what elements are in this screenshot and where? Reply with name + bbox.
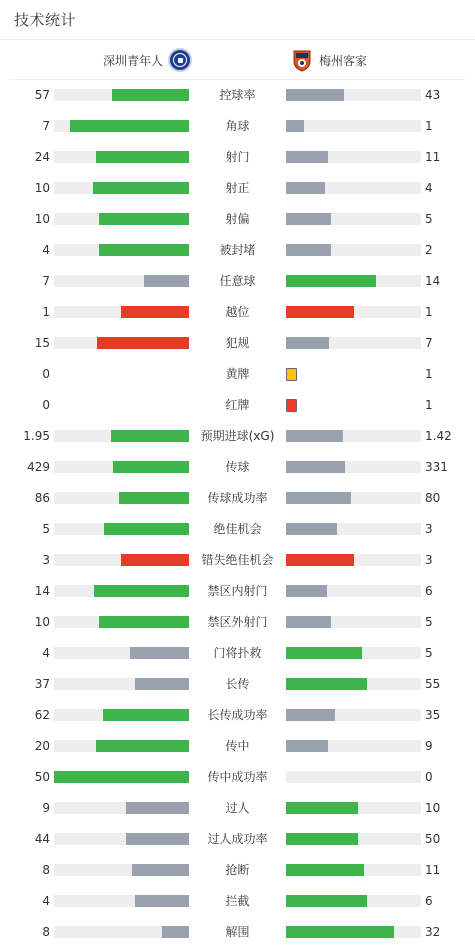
home-stat-bar xyxy=(54,771,189,783)
away-stat-value: 14 xyxy=(425,274,441,288)
home-stat-bar-fill xyxy=(121,554,189,566)
home-stat-value: 20 xyxy=(34,739,50,753)
teams-bar xyxy=(10,40,465,80)
stat-row xyxy=(0,700,475,731)
stats-list xyxy=(0,80,475,948)
stat-label: 犯规 xyxy=(225,336,250,350)
home-stat-value: 10 xyxy=(34,615,50,629)
home-stat-value: 62 xyxy=(34,708,50,722)
watermark-icon xyxy=(452,930,464,942)
home-stat-bar-fill xyxy=(93,182,189,194)
away-stat-bar xyxy=(286,120,421,132)
away-stat-bar-fill xyxy=(286,709,335,721)
away-stat-bar-fill xyxy=(286,182,325,194)
away-stat-bar xyxy=(286,585,421,597)
home-stat-bar-fill xyxy=(99,244,189,256)
home-stat-bar xyxy=(54,182,189,194)
away-stat-value: 3 xyxy=(425,522,433,536)
away-stat-value: 5 xyxy=(425,212,433,226)
home-stat-bar xyxy=(54,120,189,132)
stat-row xyxy=(0,328,475,359)
away-stat-bar xyxy=(286,492,421,504)
stat-label: 长传 xyxy=(225,677,250,691)
away-stat-value: 5 xyxy=(425,615,433,629)
stat-label: 过人成功率 xyxy=(207,832,268,846)
away-stat-value: 7 xyxy=(425,336,433,350)
stat-row xyxy=(0,886,475,917)
home-stat-bar xyxy=(54,616,189,628)
home-stat-bar xyxy=(54,678,189,690)
stat-row xyxy=(0,483,475,514)
home-stat-bar-fill xyxy=(99,616,189,628)
home-stat-value: 15 xyxy=(34,336,50,350)
page-title: 技术统计 xyxy=(14,11,77,29)
away-stat-bar-fill xyxy=(286,244,331,256)
away-stat-value: 80 xyxy=(425,491,441,505)
home-stat-value: 4 xyxy=(42,894,50,908)
home-stat-value: 10 xyxy=(34,212,50,226)
away-stat-bar xyxy=(286,275,421,287)
away-stat-bar-fill xyxy=(286,585,327,597)
away-stat-value: 55 xyxy=(425,677,441,691)
stat-label: 长传成功率 xyxy=(207,708,268,722)
stat-row xyxy=(0,421,475,452)
away-stat-bar-fill xyxy=(286,740,328,752)
away-stat-bar xyxy=(286,616,421,628)
stat-label: 任意球 xyxy=(219,274,256,288)
away-stat-bar xyxy=(286,864,421,876)
away-stat-bar xyxy=(286,523,421,535)
home-stat-bar xyxy=(54,709,189,721)
away-stat-bar xyxy=(286,895,421,907)
home-stat-bar-fill xyxy=(135,895,189,907)
stat-row xyxy=(0,638,475,669)
away-stat-bar xyxy=(286,678,421,690)
away-stat-bar xyxy=(286,926,421,938)
home-stat-value: 8 xyxy=(42,925,50,939)
home-stat-value: 9 xyxy=(42,801,50,815)
away-stat-bar-fill xyxy=(286,833,358,845)
away-stat-bar xyxy=(286,89,421,101)
home-stat-bar-fill xyxy=(130,647,189,659)
stat-row xyxy=(0,359,475,390)
away-stat-value: 5 xyxy=(425,646,433,660)
stat-row xyxy=(0,514,475,545)
stat-label: 越位 xyxy=(225,305,250,319)
home-stat-value: 0 xyxy=(42,398,50,412)
away-stat-value: 32 xyxy=(425,925,441,939)
home-stat-value: 8 xyxy=(42,863,50,877)
home-stat-bar-fill xyxy=(135,678,189,690)
away-stat-value: 11 xyxy=(425,150,441,164)
home-stat-bar xyxy=(54,554,189,566)
home-stat-bar xyxy=(54,833,189,845)
stat-row xyxy=(0,390,475,421)
away-team[interactable] xyxy=(290,40,367,80)
stat-label: 传球成功率 xyxy=(207,491,268,505)
stat-label: 控球率 xyxy=(219,88,256,102)
away-stat-bar-fill xyxy=(286,89,344,101)
stat-row xyxy=(0,607,475,638)
away-stat-value: 331 xyxy=(425,460,448,474)
home-stat-bar-fill xyxy=(121,306,189,318)
away-stat-bar-fill xyxy=(286,926,394,938)
stat-label: 解围 xyxy=(225,925,250,939)
home-stat-value: 24 xyxy=(34,150,50,164)
stat-label: 被封堵 xyxy=(219,243,256,257)
away-stat-bar-fill xyxy=(286,492,351,504)
stat-label: 错失绝佳机会 xyxy=(201,553,274,567)
away-stat-bar xyxy=(286,709,421,721)
home-stat-bar xyxy=(54,430,189,442)
away-stat-bar xyxy=(286,802,421,814)
home-stat-value: 4 xyxy=(42,243,50,257)
home-stat-bar-fill xyxy=(104,523,189,535)
home-stat-bar-fill xyxy=(132,864,189,876)
away-stat-bar-fill xyxy=(286,120,304,132)
home-stat-value: 4 xyxy=(42,646,50,660)
home-stat-bar-fill xyxy=(103,709,189,721)
home-stat-value: 429 xyxy=(27,460,50,474)
home-stat-bar-fill xyxy=(162,926,189,938)
away-stat-value: 50 xyxy=(425,832,441,846)
stat-label: 射正 xyxy=(225,181,250,195)
stat-label: 预期进球(xG) xyxy=(200,429,275,443)
home-stat-bar xyxy=(54,151,189,163)
away-stat-bar-fill xyxy=(286,647,362,659)
away-stat-bar xyxy=(286,430,421,442)
home-stat-value: 57 xyxy=(34,88,50,102)
away-stat-value: 1 xyxy=(425,119,433,133)
stat-label: 传球 xyxy=(225,460,250,474)
home-stat-bar xyxy=(54,337,189,349)
stat-row xyxy=(0,235,475,266)
away-stat-bar xyxy=(286,151,421,163)
stat-row xyxy=(0,111,475,142)
home-stat-bar xyxy=(54,523,189,535)
home-stat-bar xyxy=(54,740,189,752)
home-stat-bar xyxy=(54,895,189,907)
away-stat-bar xyxy=(286,740,421,752)
home-stat-bar-fill xyxy=(126,833,189,845)
watermark xyxy=(452,930,467,942)
stat-row xyxy=(0,762,475,793)
home-stat-bar xyxy=(54,492,189,504)
away-stat-value: 1 xyxy=(425,398,433,412)
away-stat-bar xyxy=(286,771,421,783)
home-stat-value: 86 xyxy=(34,491,50,505)
stat-row xyxy=(0,793,475,824)
away-stat-bar xyxy=(286,461,421,473)
stat-label: 禁区外射门 xyxy=(207,615,268,629)
stat-row xyxy=(0,142,475,173)
away-stat-bar-fill xyxy=(286,523,337,535)
away-stat-value: 11 xyxy=(425,863,441,877)
stat-label: 角球 xyxy=(225,119,250,133)
stat-row xyxy=(0,173,475,204)
yellow-card-icon xyxy=(286,368,297,381)
away-stat-value: 1 xyxy=(425,305,433,319)
stat-row xyxy=(0,204,475,235)
away-stat-bar xyxy=(286,647,421,659)
home-stat-value: 7 xyxy=(42,119,50,133)
stat-label: 门将扑救 xyxy=(213,646,262,660)
stat-label: 射门 xyxy=(225,150,250,164)
home-stat-value: 10 xyxy=(34,181,50,195)
stat-row xyxy=(0,824,475,855)
home-stat-bar-fill xyxy=(112,89,189,101)
stat-label: 抢断 xyxy=(225,863,250,877)
stat-row xyxy=(0,917,475,948)
home-stat-bar-fill xyxy=(119,492,189,504)
away-stat-value: 2 xyxy=(425,243,433,257)
home-stat-bar-fill xyxy=(96,151,189,163)
home-stat-bar-fill xyxy=(113,461,189,473)
stat-label: 黄牌 xyxy=(225,367,250,381)
home-stat-value: 14 xyxy=(34,584,50,598)
away-stat-bar xyxy=(286,244,421,256)
stat-row xyxy=(0,452,475,483)
home-stat-bar-fill xyxy=(126,802,189,814)
away-stat-value: 10 xyxy=(425,801,441,815)
stat-row xyxy=(0,80,475,111)
home-stat-value: 3 xyxy=(42,553,50,567)
home-stat-value: 1 xyxy=(42,305,50,319)
away-stat-value: 1 xyxy=(425,367,433,381)
stat-row xyxy=(0,669,475,700)
away-stat-value: 1.42 xyxy=(425,429,452,443)
away-stat-bar xyxy=(286,554,421,566)
away-stat-bar-fill xyxy=(286,151,328,163)
home-stat-bar-fill xyxy=(96,740,189,752)
stat-label: 禁区内射门 xyxy=(207,584,268,598)
away-stat-value: 43 xyxy=(425,88,441,102)
away-stat-value: 9 xyxy=(425,739,433,753)
away-stat-bar xyxy=(286,306,421,318)
stat-label: 射偏 xyxy=(225,212,250,226)
away-stat-bar-fill xyxy=(286,461,345,473)
home-stat-bar-fill xyxy=(99,213,189,225)
away-stat-bar-fill xyxy=(286,895,367,907)
away-stat-bar xyxy=(286,833,421,845)
away-stat-value: 4 xyxy=(425,181,433,195)
away-team-name: 梅州客家 xyxy=(319,53,368,68)
home-stat-bar xyxy=(54,647,189,659)
home-stat-bar xyxy=(54,585,189,597)
away-stat-bar-fill xyxy=(286,616,331,628)
stat-label: 传中 xyxy=(225,739,250,753)
home-stat-bar xyxy=(54,461,189,473)
away-stat-bar xyxy=(286,213,421,225)
home-team[interactable] xyxy=(103,40,192,80)
home-stat-bar-fill xyxy=(70,120,189,132)
away-stat-bar-fill xyxy=(286,337,329,349)
home-stat-bar xyxy=(54,244,189,256)
home-stat-value: 1.95 xyxy=(23,429,50,443)
away-stat-bar-fill xyxy=(286,678,367,690)
away-stat-bar xyxy=(286,182,421,194)
away-stat-bar-fill xyxy=(286,864,364,876)
away-stat-value: 6 xyxy=(425,584,433,598)
stat-label: 红牌 xyxy=(225,398,250,412)
stat-row xyxy=(0,855,475,886)
home-stat-bar-fill xyxy=(94,585,189,597)
home-team-logo-icon xyxy=(168,48,192,72)
home-stat-value: 7 xyxy=(42,274,50,288)
stat-row xyxy=(0,297,475,328)
away-stat-bar-fill xyxy=(286,213,331,225)
home-stat-value: 50 xyxy=(34,770,50,784)
home-stat-bar xyxy=(54,306,189,318)
away-stat-bar xyxy=(286,337,421,349)
home-stat-bar xyxy=(54,864,189,876)
stat-label: 拦截 xyxy=(225,894,250,908)
stat-row xyxy=(0,731,475,762)
away-stat-bar-fill xyxy=(286,554,354,566)
away-stat-value: 35 xyxy=(425,708,441,722)
away-stat-bar-fill xyxy=(286,430,343,442)
stat-row xyxy=(0,576,475,607)
away-stat-bar-fill xyxy=(286,306,354,318)
home-stat-bar xyxy=(54,213,189,225)
away-stat-value: 0 xyxy=(425,770,433,784)
home-stat-bar xyxy=(54,802,189,814)
stat-label: 绝佳机会 xyxy=(213,522,262,536)
away-stat-value: 3 xyxy=(425,553,433,567)
stat-row xyxy=(0,266,475,297)
away-team-logo-icon xyxy=(290,48,314,72)
stats-header xyxy=(0,0,475,40)
red-card-icon xyxy=(286,399,297,412)
home-stat-bar-fill xyxy=(97,337,189,349)
home-stat-value: 5 xyxy=(42,522,50,536)
home-stat-bar xyxy=(54,275,189,287)
away-stat-bar-fill xyxy=(286,802,358,814)
home-stat-bar xyxy=(54,89,189,101)
home-stat-value: 0 xyxy=(42,367,50,381)
stat-label: 传中成功率 xyxy=(207,770,268,784)
home-stat-bar-fill xyxy=(111,430,189,442)
stat-row xyxy=(0,545,475,576)
home-stat-value: 37 xyxy=(34,677,50,691)
home-team-name: 深圳青年人 xyxy=(102,53,163,68)
home-stat-bar-fill xyxy=(144,275,189,287)
home-stat-value: 44 xyxy=(34,832,50,846)
home-stat-bar-fill xyxy=(54,771,189,783)
away-stat-bar-fill xyxy=(286,275,376,287)
home-stat-bar xyxy=(54,926,189,938)
away-stat-value: 6 xyxy=(425,894,433,908)
stat-label: 过人 xyxy=(225,801,250,815)
